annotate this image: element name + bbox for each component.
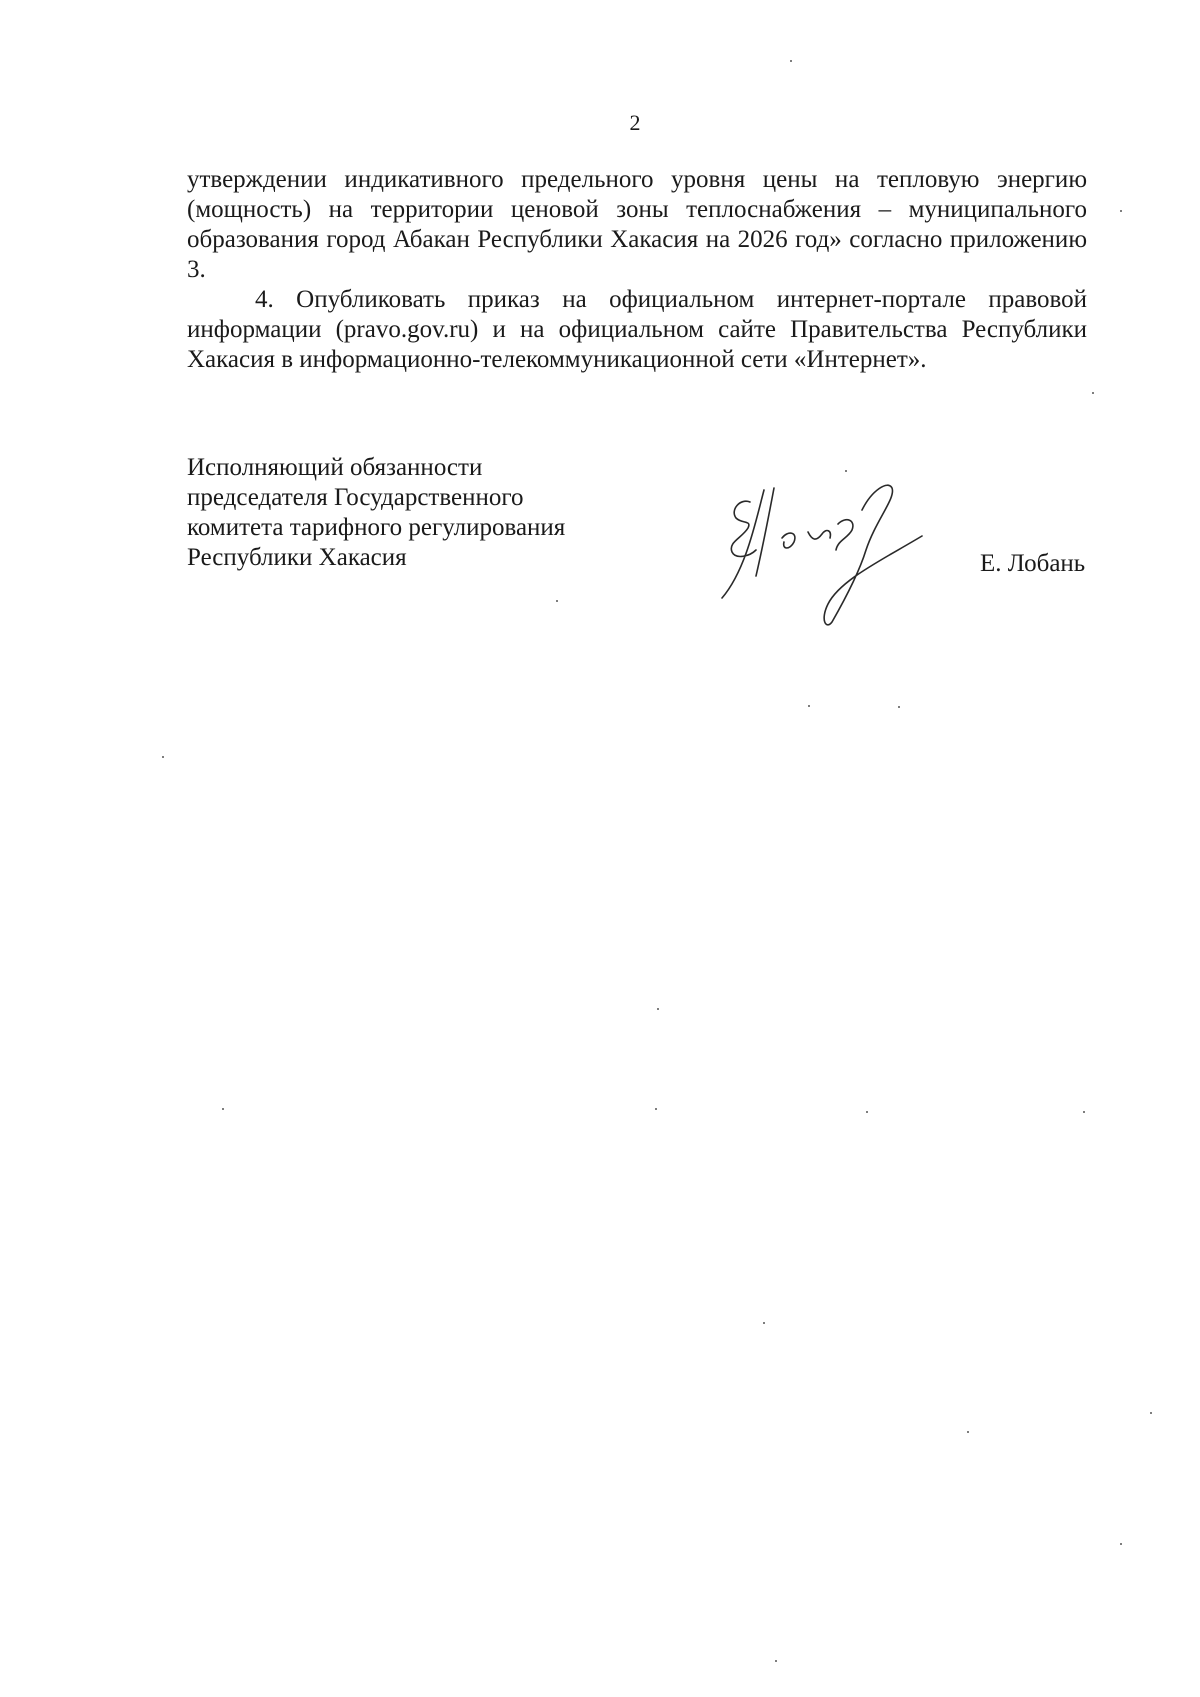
scan-speck [845, 470, 847, 472]
signatory-title-line: Исполняющий обязанности [187, 454, 483, 481]
scan-speck [763, 1322, 765, 1324]
signatory-title [187, 453, 667, 573]
scan-speck [655, 1108, 657, 1110]
page-number: 2 [629, 110, 641, 135]
scan-speck [967, 1431, 969, 1433]
signatory-title-line: Республики Хакасия [187, 544, 407, 571]
scan-speck [790, 60, 792, 62]
handwritten-signature [712, 480, 932, 630]
scan-speck [556, 600, 558, 602]
scan-speck [1150, 1412, 1152, 1414]
scan-speck [866, 1111, 868, 1113]
scan-speck [1120, 210, 1122, 212]
scan-speck [898, 706, 900, 708]
paragraph-continuation: утверждении индикативного предельного уровня цены на тепловую энергию (мощность) на территории ценовой зоны теплоснабжения – муниципального образования город Абакан Республики Хакасия на 2026 год» согласно приложению 3. [187, 166, 1087, 283]
signatory-title-line: председателя Государственного [187, 484, 524, 511]
scan-speck [222, 1108, 224, 1110]
paragraph-item-4: 4. Опубликовать приказ на официальном интернет-портале правовой информации (pravo.gov.ru) и на официальном сайте Правительства Республики Хакасия в информационно-телекоммуникационной сети «Интернет». [187, 286, 1087, 373]
scan-speck [775, 1660, 777, 1662]
scan-speck [162, 756, 164, 758]
scan-speck [1092, 392, 1094, 394]
scan-speck [1120, 1543, 1122, 1545]
scan-speck [808, 705, 810, 707]
signatory-name: Е. Лобань [980, 550, 1086, 577]
scan-speck [657, 1008, 659, 1010]
document-body [187, 165, 1087, 375]
scan-speck [1083, 1111, 1085, 1113]
signatory-title-line: комитета тарифного регулирования [187, 514, 566, 541]
